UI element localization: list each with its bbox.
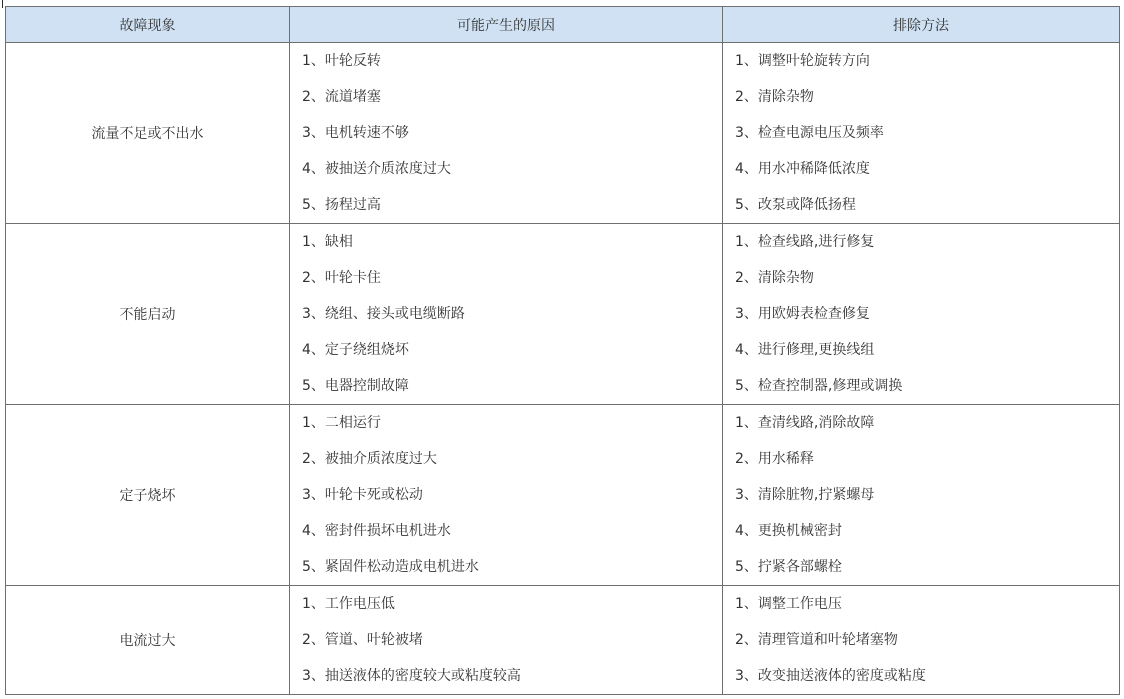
table-row: [6, 43, 1120, 224]
cause-item: 5、扬程过高: [302, 197, 381, 213]
cause-item: 1、缺相: [302, 234, 353, 250]
table-row: [6, 224, 1120, 405]
cause-item: 1、工作电压低: [302, 596, 395, 612]
remedy-item: 2、用水稀释: [735, 451, 814, 467]
remedy-item: 4、更换机械密封: [735, 523, 842, 539]
remedy-item: 3、用欧姆表检查修复: [735, 306, 870, 322]
cause-item: 4、被抽送介质浓度过大: [302, 161, 451, 177]
cause-item: 3、叶轮卡死或松动: [302, 487, 423, 503]
cause-item: 3、电机转速不够: [302, 125, 409, 141]
remedies-cell: [723, 405, 1120, 586]
remedy-item: 4、用水冲稀降低浓度: [735, 161, 870, 177]
cause-item: 2、管道、叶轮被堵: [302, 632, 423, 648]
causes-cell: [290, 586, 723, 695]
remedy-item: 3、改变抽送液体的密度或粘度: [735, 668, 926, 684]
remedy-item: 1、检查线路,进行修复: [735, 234, 875, 250]
remedy-item: 4、进行修理,更换线组: [735, 342, 875, 358]
remedy-item: 3、清除脏物,拧紧螺母: [735, 487, 875, 503]
cause-item: 5、电器控制故障: [302, 378, 409, 394]
cause-item: 2、流道堵塞: [302, 89, 381, 105]
remedy-item: 1、查清线路,消除故障: [735, 415, 875, 431]
left-edge-line: [2, 0, 3, 8]
cause-item: 4、密封件损坏电机进水: [302, 523, 451, 539]
header-remedy: 排除方法: [723, 7, 1120, 43]
causes-cell: [290, 43, 723, 224]
remedy-item: 5、检查控制器,修理或调换: [735, 378, 903, 394]
remedies-cell: [723, 224, 1120, 405]
fault-cell: 流量不足或不出水: [6, 43, 290, 224]
remedy-item: 1、调整工作电压: [735, 596, 842, 612]
remedies-cell: [723, 43, 1120, 224]
cause-item: 1、二相运行: [302, 415, 381, 431]
remedy-item: 5、改泵或降低扬程: [735, 197, 856, 213]
table-row: [6, 586, 1120, 695]
fault-cell: 不能启动: [6, 224, 290, 405]
cause-item: 2、被抽介质浓度过大: [302, 451, 437, 467]
remedy-item: 3、检查电源电压及频率: [735, 125, 884, 141]
troubleshooting-table: [5, 6, 1120, 695]
header-fault: 故障现象: [6, 7, 290, 43]
cause-item: 3、抽送液体的密度较大或粘度较高: [302, 668, 521, 684]
cause-item: 1、叶轮反转: [302, 53, 381, 69]
remedy-item: 2、清除杂物: [735, 270, 814, 286]
cause-item: 4、定子绕组烧坏: [302, 342, 409, 358]
fault-cell: 电流过大: [6, 586, 290, 695]
remedies-cell: [723, 586, 1120, 695]
cause-item: 2、叶轮卡住: [302, 270, 381, 286]
header-cause: 可能产生的原因: [290, 7, 723, 43]
table-row: [6, 405, 1120, 586]
fault-cell: 定子烧坏: [6, 405, 290, 586]
remedy-item: 1、调整叶轮旋转方向: [735, 53, 870, 69]
header-row: [6, 7, 1120, 43]
causes-cell: [290, 405, 723, 586]
cause-item: 3、绕组、接头或电缆断路: [302, 306, 465, 322]
causes-cell: [290, 224, 723, 405]
remedy-item: 5、拧紧各部螺栓: [735, 559, 842, 575]
remedy-item: 2、清除杂物: [735, 89, 814, 105]
remedy-item: 2、清理管道和叶轮堵塞物: [735, 632, 898, 648]
cause-item: 5、紧固件松动造成电机进水: [302, 559, 479, 575]
